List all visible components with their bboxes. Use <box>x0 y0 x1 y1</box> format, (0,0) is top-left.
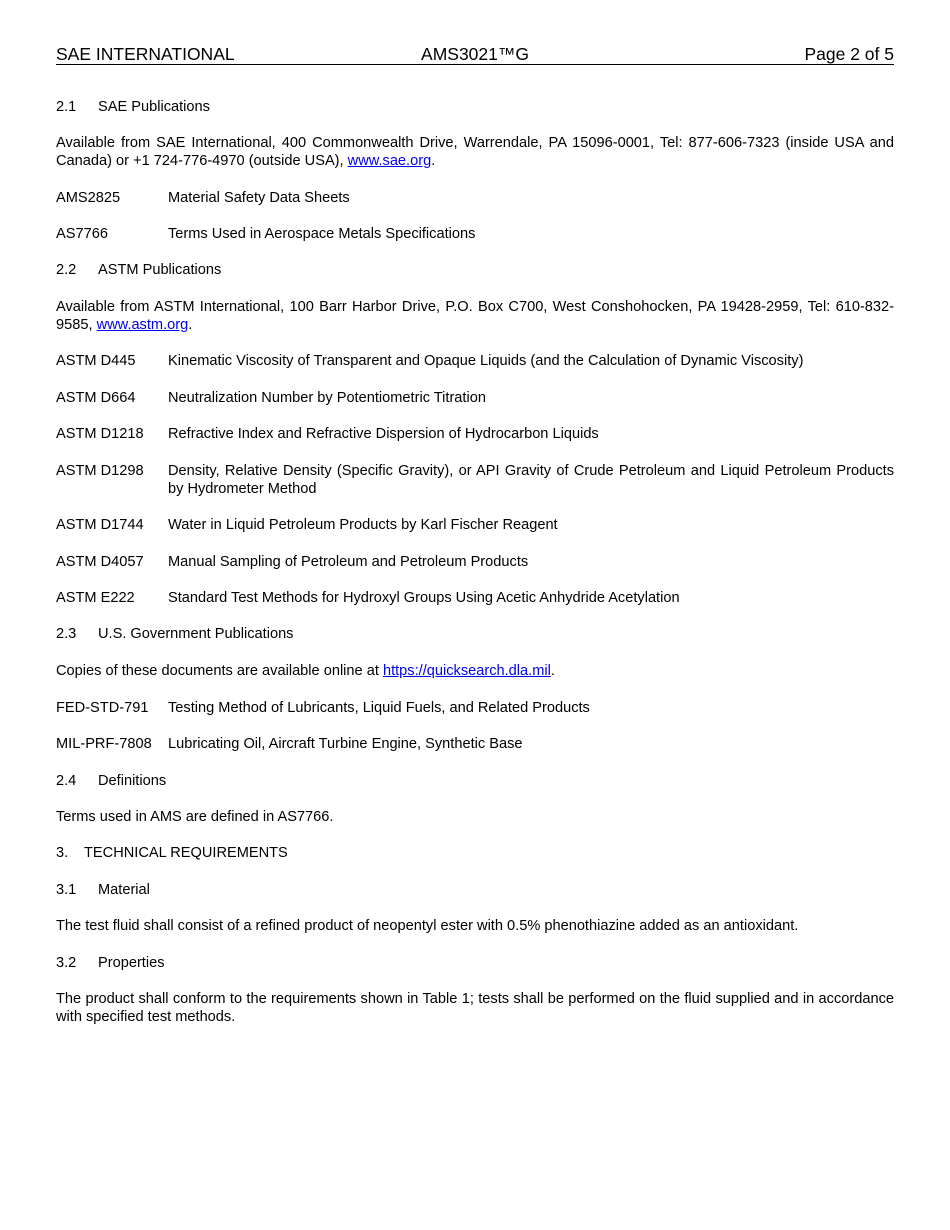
section-heading-2-1 <box>56 98 894 116</box>
reference-title: Refractive Index and Refractive Dispersion of Hydrocarbon Liquids <box>168 426 599 442</box>
reference-code: AMS2825 <box>56 190 121 206</box>
section-number: 3. <box>56 845 69 861</box>
paragraph-text: The product shall conform to the requirements shown in Table 1; tests shall be performed on the fluid supplied and in accordance with specified test methods. <box>56 991 894 1025</box>
reference-code: ASTM D1744 <box>56 517 144 533</box>
paragraph-text: The test fluid shall consist of a refined product of neopentyl ester with 0.5% phenothiazine added as an antioxidant. <box>56 918 799 934</box>
astm-availability-paragraph <box>56 298 894 334</box>
reference-title: Density, Relative Density (Specific Gravity), or API Gravity of Crude Petroleum and Liquid Petroleum Products by Hydrometer Method <box>168 463 894 497</box>
reference-title: Manual Sampling of Petroleum and Petroleum Products <box>168 554 529 570</box>
reference-row <box>56 462 894 498</box>
sae-availability-paragraph <box>56 134 894 170</box>
section-heading-2-4 <box>56 772 894 790</box>
reference-code: AS7766 <box>56 226 108 242</box>
page-number: Page 2 of 5 <box>804 44 894 64</box>
section-number: 2.3 <box>56 626 77 642</box>
section-number: 2.4 <box>56 773 77 789</box>
period: . <box>550 663 555 679</box>
gov-availability-paragraph <box>56 662 894 680</box>
reference-row <box>56 425 894 443</box>
paragraph-text: Available from ASTM International, 100 Barr Harbor Drive, P.O. Box C700, West Conshohocken, PA 19428-2959, Tel: 610-832-9585, <box>56 299 894 333</box>
astm-website-link[interactable]: www.astm.org <box>96 317 189 333</box>
sae-website-link[interactable]: www.sae.org <box>347 153 432 169</box>
section-title: Properties <box>98 955 165 971</box>
reference-code: FED-STD-791 <box>56 700 149 716</box>
quicksearch-link[interactable]: https://quicksearch.dla.mil <box>382 663 551 679</box>
paragraph-text: Terms used in AMS are defined in AS7766. <box>56 809 334 825</box>
reference-row <box>56 699 894 717</box>
paragraph-text: Available from SAE International, 400 Commonwealth Drive, Warrendale, PA 15096-0001, Tel: 877-606-7323 (inside USA and Canada) or +1 724-776-4970 (outside USA), <box>56 135 894 169</box>
reference-code: ASTM D1298 <box>56 463 144 479</box>
section-number: 3.2 <box>56 955 77 971</box>
reference-title: Testing Method of Lubricants, Liquid Fuels, and Related Products <box>168 700 590 716</box>
section-heading-2-3 <box>56 625 894 643</box>
reference-title: Standard Test Methods for Hydroxyl Groups Using Acetic Anhydride Acetylation <box>168 590 680 606</box>
definitions-paragraph <box>56 808 894 826</box>
section-number: 2.1 <box>56 99 77 115</box>
reference-code: ASTM D4057 <box>56 554 144 570</box>
section-heading-3-2 <box>56 954 894 972</box>
reference-code: ASTM D1218 <box>56 426 144 442</box>
section-heading-3 <box>56 844 894 862</box>
section-heading-3-1 <box>56 881 894 899</box>
period: . <box>188 317 193 333</box>
reference-row <box>56 553 894 571</box>
reference-code: ASTM D664 <box>56 390 136 406</box>
page-header <box>56 42 894 65</box>
reference-title: Neutralization Number by Potentiometric Titration <box>168 390 486 406</box>
paragraph-text: Copies of these documents are available online at <box>56 663 383 679</box>
section-title: TECHNICAL REQUIREMENTS <box>84 845 288 861</box>
material-paragraph <box>56 917 894 935</box>
reference-title: Water in Liquid Petroleum Products by Karl Fischer Reagent <box>168 517 558 533</box>
reference-code: ASTM E222 <box>56 590 135 606</box>
section-number: 2.2 <box>56 262 77 278</box>
reference-code: MIL-PRF-7808 <box>56 736 152 752</box>
reference-row <box>56 589 894 607</box>
section-title: Material <box>98 882 150 898</box>
organization-name: SAE INTERNATIONAL <box>56 44 235 64</box>
section-title: U.S. Government Publications <box>98 626 294 642</box>
reference-code: ASTM D445 <box>56 353 136 369</box>
reference-title: Kinematic Viscosity of Transparent and Opaque Liquids (and the Calculation of Dynamic Viscosity) <box>168 353 804 369</box>
section-title: Definitions <box>98 773 167 789</box>
reference-title: Lubricating Oil, Aircraft Turbine Engine, Synthetic Base <box>168 736 523 752</box>
reference-row <box>56 352 894 370</box>
reference-row <box>56 735 894 753</box>
document-number: AMS3021™G <box>421 44 529 64</box>
properties-paragraph <box>56 990 894 1026</box>
reference-title: Material Safety Data Sheets <box>168 190 350 206</box>
reference-title: Terms Used in Aerospace Metals Specifications <box>168 226 476 242</box>
section-heading-2-2 <box>56 261 894 279</box>
section-number: 3.1 <box>56 882 77 898</box>
section-title: SAE Publications <box>98 99 210 115</box>
reference-row <box>56 389 894 407</box>
reference-row <box>56 189 894 207</box>
period: . <box>431 153 436 169</box>
reference-row <box>56 516 894 534</box>
section-title: ASTM Publications <box>98 262 222 278</box>
reference-row <box>56 225 894 243</box>
